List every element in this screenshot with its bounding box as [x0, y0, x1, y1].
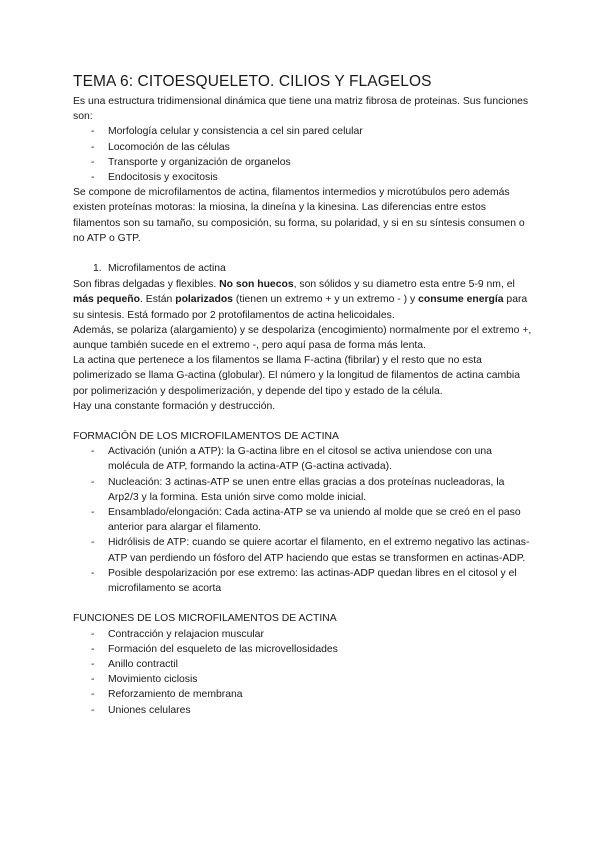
list-item: - Hidrólisis de ATP: cuando se quiere acortar el filamento, en el extremo negativo las actinas-ATP van perdiendo un fósforo del ATP haciendo que estas se transformen en actinas-ADP. — [91, 537, 530, 564]
list-item: - Activación (unión a ATP): la G-actina libre en el citosol se activa uniendose con una molécula de ATP, formando la actina-ATP (G-actina activada). — [91, 446, 492, 473]
list-item: - Ensamblado/elongación: Cada actina-ATP se va uniendo al molde que se creó en el paso anterior para alargar el filamento. — [91, 507, 521, 534]
list-item: - Formación del esqueleto de las microvellosidades — [91, 643, 338, 655]
intro-paragraph: Es una estructura tridimensional dinámica que tiene una matriz fibrosa de proteinas. Sus funciones son: — [73, 96, 529, 123]
para-2: Además, se polariza (alargamiento) y se despolariza (encogimiento) normalmente por el extremo +, aunque también sucede en el extremo -, pero aquí pasa de forma más lenta. — [73, 324, 532, 352]
list-item: - Anillo contractil — [91, 658, 178, 670]
para-3: La actina que pertenece a los filamentos se llama F-actina (fibrilar) y el resto que no esta polimerizado se llama G-actina (globular). El número y la longitud de filamentos de actina cambia por polimerización y despolimerización, y depende del tipo y estado de la célula. — [73, 355, 521, 397]
document-content — [73, 72, 533, 718]
formation-heading: FORMACIÓN DE LOS MICROFILAMENTOS DE ACTINA — [73, 431, 339, 443]
para-4: Hay una constante formación y destrucción. — [73, 400, 276, 412]
page-title: TEMA 6: CITOESQUELETO. CILIOS Y FLAGELOS — [73, 73, 432, 90]
list-item: - Reforzamiento de membrana — [91, 689, 243, 701]
list-item: - Posible despolarización por ese extremo: las actinas-ADP quedan libres en el citosol y el microfilamento se acorta — [91, 567, 517, 595]
functions-list — [73, 124, 533, 185]
list-item: - Morfología celular y consistencia a cel sin pared celular — [91, 126, 363, 138]
section-heading-microfilamentos: 1. Microfilamentos de actina — [93, 263, 226, 275]
functions-heading: FUNCIONES DE LOS MICROFILAMENTOS DE ACTINA — [73, 613, 337, 625]
formation-list — [73, 444, 533, 596]
list-item: - Contracción y relajacion muscular — [91, 628, 264, 640]
list-item: - Uniones celulares — [91, 704, 191, 716]
composition-paragraph: Se compone de microfilamentos de actina, filamentos intermedios y microtúbulos pero además existen proteínas motoras: la miosina, la dineína y la kinesina. Las diferencias entre estos filamentos son su tamaño, su composición, su forma, su polaridad, y si en su síntesis consumen o no ATP o GTP. — [73, 187, 525, 244]
actin-functions-list — [73, 627, 533, 718]
list-item: - Endocitosis y exocitosis — [91, 172, 218, 184]
list-item: - Transporte y organización de organelos — [91, 156, 291, 168]
list-item: - Locomoción de las células — [91, 141, 230, 153]
list-item: - Movimiento ciclosis — [91, 674, 198, 686]
list-item: - Nucleación: 3 actinas-ATP se unen entre ellas gracias a dos proteínas nucleadoras, la Arp2/3 y la formina. Esta unión sirve como molde inicial. — [91, 476, 505, 503]
para-1: Son fibras delgadas y flexibles. No son huecos, son sólidos y su diametro esta entre 5-9 nm, el más pequeño. Están polarizados (tienen un extremo + y un extremo - ) y consume energía para su sintesis. Está formado por 2 protofilamentos de actina helicoidales. — [73, 279, 528, 321]
